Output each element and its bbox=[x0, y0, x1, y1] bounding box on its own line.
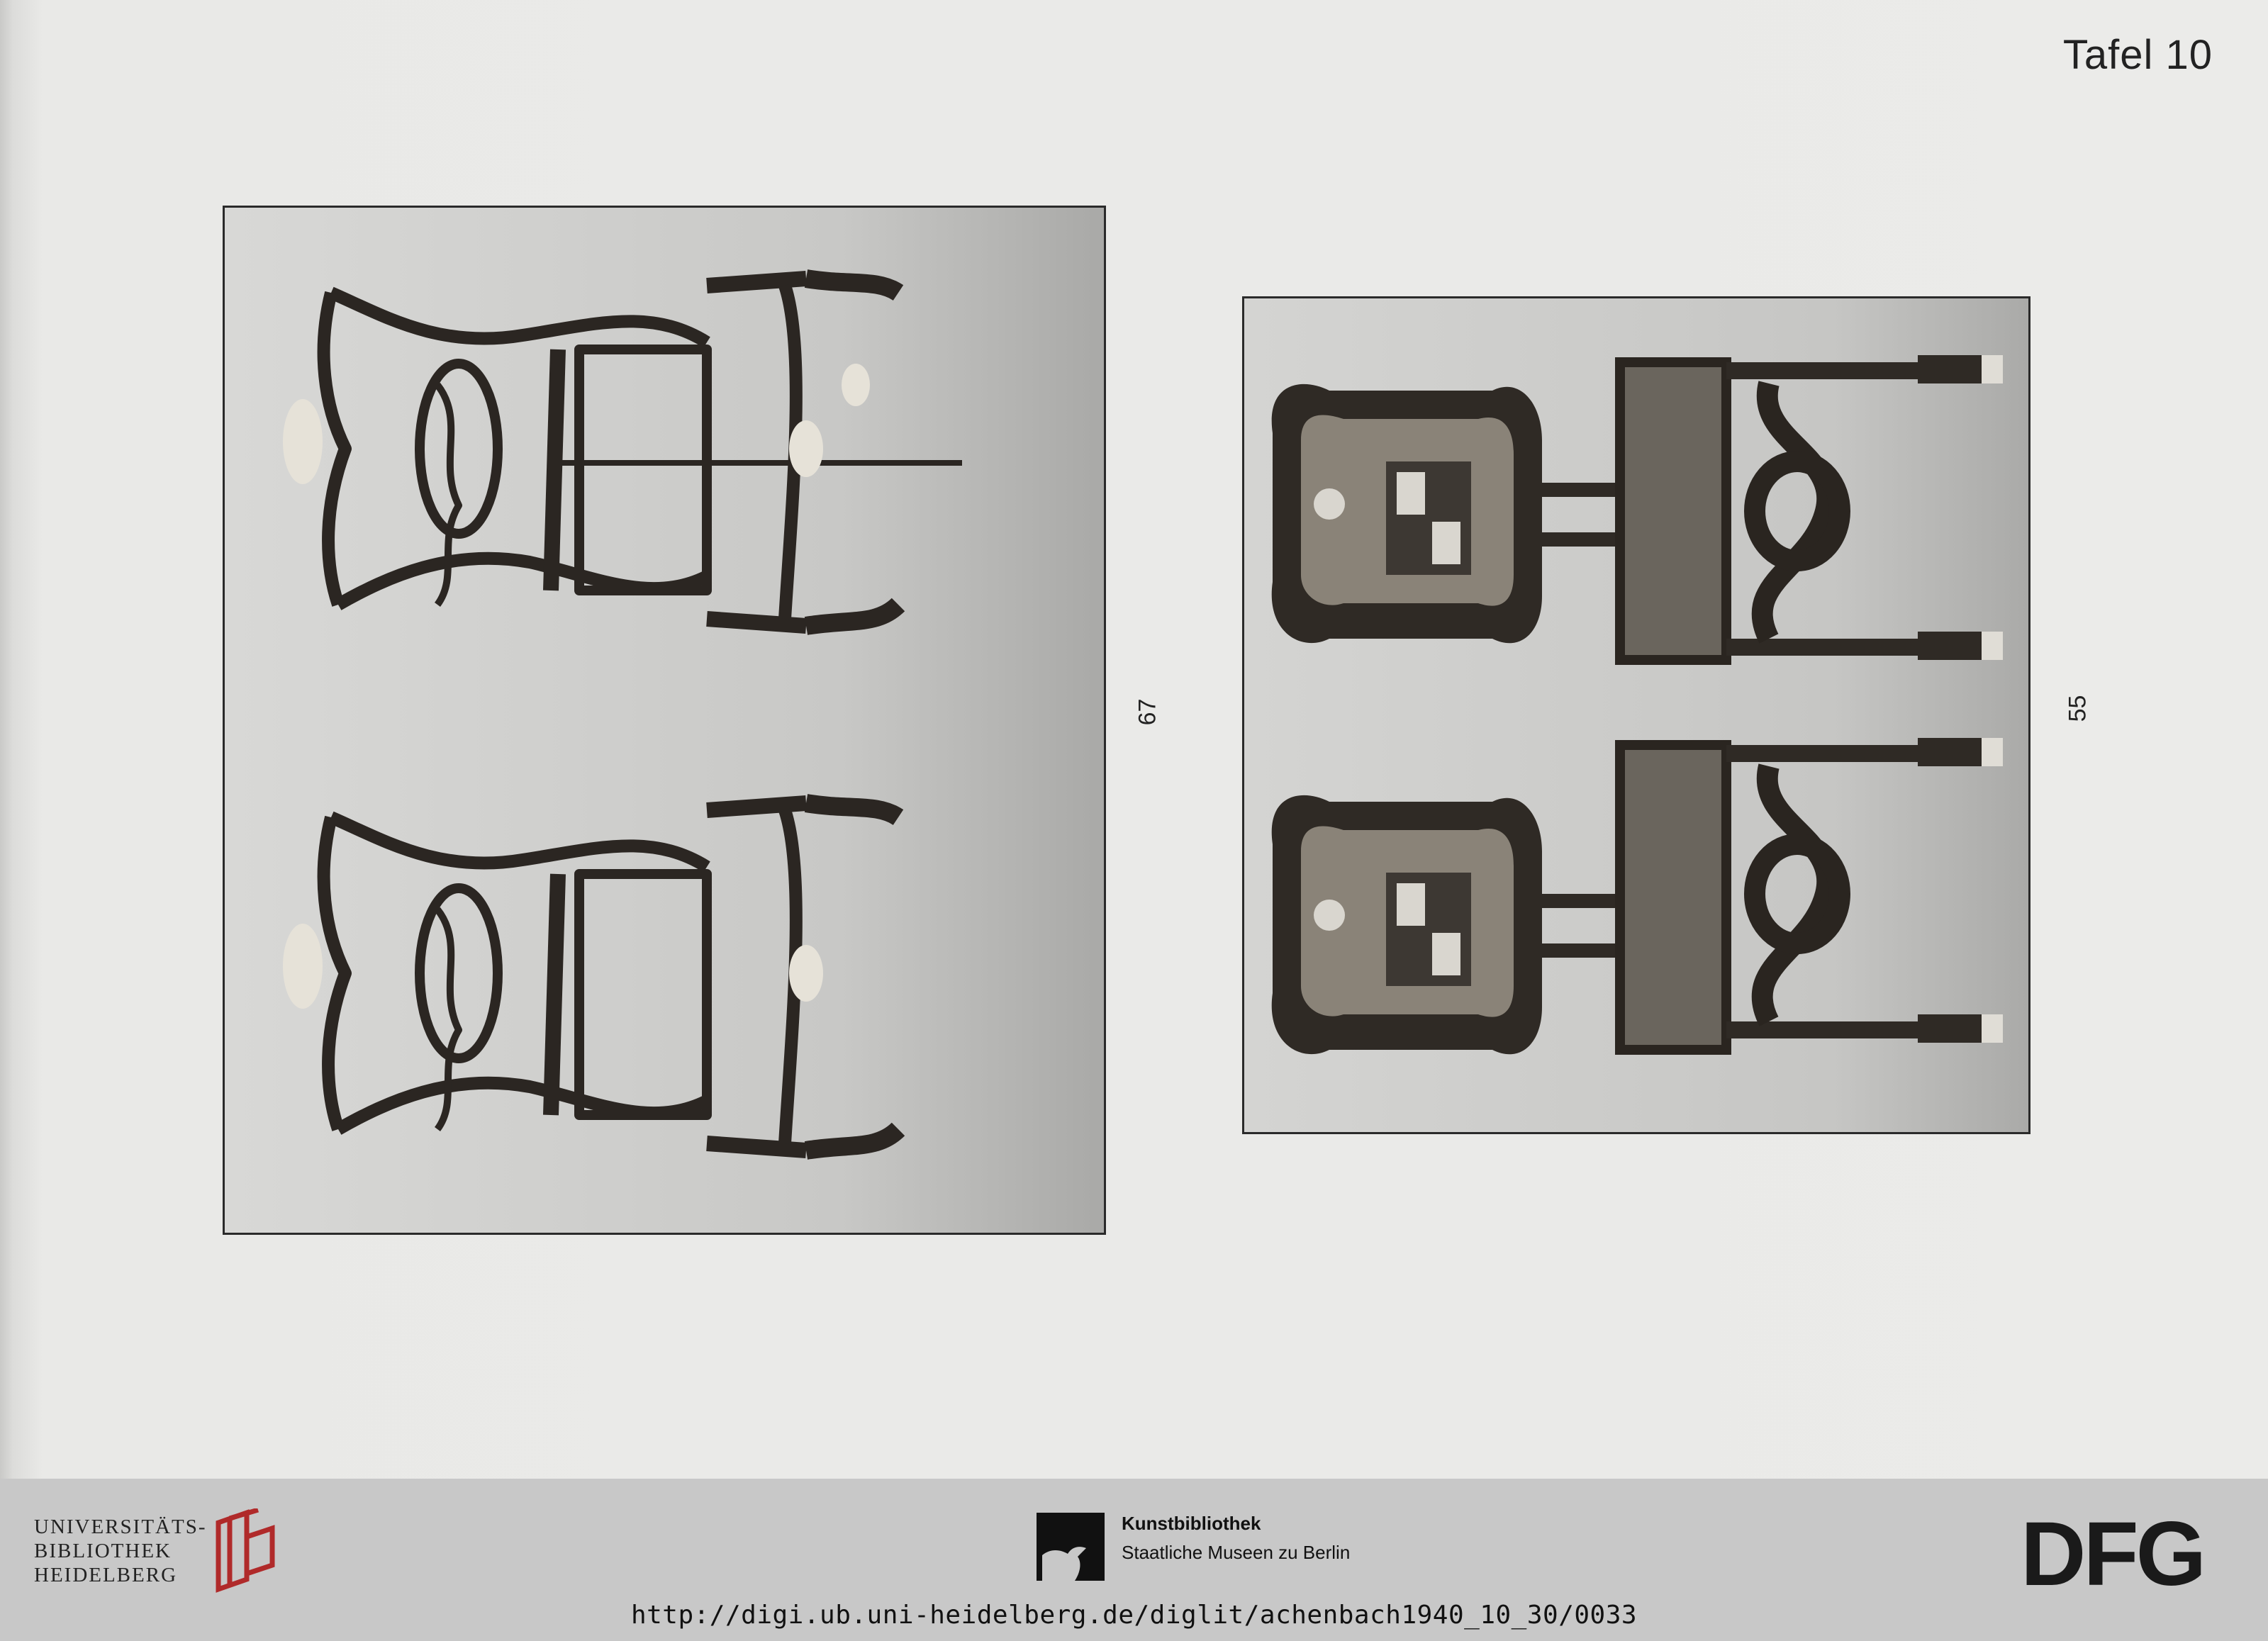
ub-line-3: HEIDELBERG bbox=[34, 1564, 178, 1586]
figure-number-left: 67 bbox=[1134, 698, 1161, 726]
photo-chairs-rococo bbox=[223, 206, 1106, 1235]
kunstbibliothek-title: Kunstbibliothek bbox=[1122, 1513, 1261, 1534]
page-url[interactable]: http://digi.ub.uni-heidelberg.de/diglit/achenbach1940_10_30/0033 bbox=[630, 1601, 1638, 1630]
kunstbibliothek-logo[interactable] bbox=[1037, 1513, 1350, 1581]
photo-chairs-baroque bbox=[1242, 296, 2030, 1134]
ub-line-2: BIBLIOTHEK bbox=[34, 1540, 172, 1562]
ub-line-1: UNIVERSITÄTS- bbox=[34, 1516, 207, 1538]
eagle-icon bbox=[1037, 1513, 1105, 1581]
figure-number-right: 55 bbox=[2064, 695, 2091, 722]
ub-heidelberg-logo[interactable] bbox=[34, 1508, 276, 1594]
kunstbibliothek-subtitle: Staatliche Museen zu Berlin bbox=[1122, 1542, 1351, 1563]
ub-heidelberg-text bbox=[34, 1515, 207, 1587]
plate-label: Tafel 10 bbox=[2062, 32, 2213, 78]
ub-emblem-icon bbox=[211, 1508, 276, 1594]
dfg-logo[interactable]: DFG bbox=[2021, 1503, 2204, 1605]
